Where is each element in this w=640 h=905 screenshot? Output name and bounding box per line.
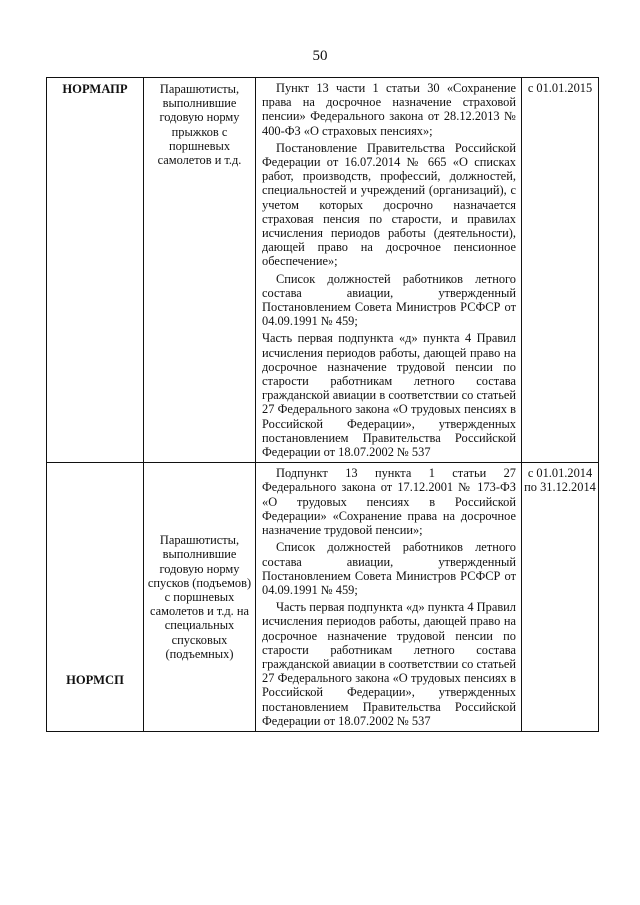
description-cell: Парашютисты, выполнившие годовую норму спусков (подъемов) с поршневых самолетов и т.д. на специальных спусковых (подъемных) bbox=[144, 463, 256, 732]
basis-paragraph: Постановление Правительства Российской Федерации от 16.07.2014 № 665 «О списках работ, производств, профессий, должностей, специальностей и учреждений (организаций), с учетом которых досрочно назначается страховая пенсия по старости, и правилах исчисления периодов работы (деятельности), дающей право на досрочное пенсионное обеспечение»; bbox=[262, 140, 516, 269]
legal-basis-cell bbox=[256, 78, 522, 463]
codes-table bbox=[46, 77, 599, 732]
period-cell: с 01.01.2015 bbox=[522, 78, 599, 463]
basis-paragraph: Часть первая подпункта «д» пункта 4 Правил исчисления периодов работы, дающей право на досрочное назначение трудовой пенсии по старости работникам летного состава гражданской авиации в соответствии со статьей 27 Федерального закона «О трудовых пенсиях в Российской Федерации», утвержденных постановлением Правительства Российской Федерации от 18.07.2002 № 537 bbox=[262, 331, 516, 460]
basis-paragraph: Подпункт 13 пункта 1 статьи 27 Федерального закона от 17.12.2001 № 173-ФЗ «О трудовых пенсиях в Российской Федерации» «Сохранение права на досрочное назначение трудовой пенсии»; bbox=[262, 466, 516, 538]
basis-paragraph: Пункт 13 части 1 статьи 30 «Сохранение права на досрочное назначение страховой пенсии» Федерального закона от 28.12.2013 № 400-ФЗ «О страховых пенсиях»; bbox=[262, 81, 516, 138]
table-row bbox=[47, 78, 599, 463]
page-number: 50 bbox=[312, 48, 328, 64]
basis-paragraph: Список должностей работников летного состава авиации, утвержденный Постановлением Совета Министров РСФСР от 04.09.1991 № 459; bbox=[262, 540, 516, 597]
basis-paragraph: Список должностей работников летного состава авиации, утвержденный Постановлением Совета Министров РСФСР от 04.09.1991 № 459; bbox=[262, 271, 516, 329]
description-cell: Парашютисты, выполнившие годовую норму прыжков с поршневых самолетов и т.д. bbox=[144, 78, 256, 463]
code-cell: НОРМАПР bbox=[47, 78, 144, 463]
table-row bbox=[47, 463, 599, 732]
basis-paragraph: Часть первая подпункта «д» пункта 4 Правил исчисления периодов работы, дающей право на досрочное назначение трудовой пенсии по старости работникам летного состава гражданской авиации в соответствии со статьей 27 Федерального закона «О трудовых пенсиях в Российской Федерации», утвержденных постановлением Правительства Российской Федерации от 18.07.2002 № 537 bbox=[262, 600, 516, 728]
legal-basis-cell bbox=[256, 463, 522, 732]
code-cell: НОРМСП bbox=[47, 463, 144, 732]
period-cell: с 01.01.2014 по 31.12.2014 bbox=[522, 463, 599, 732]
